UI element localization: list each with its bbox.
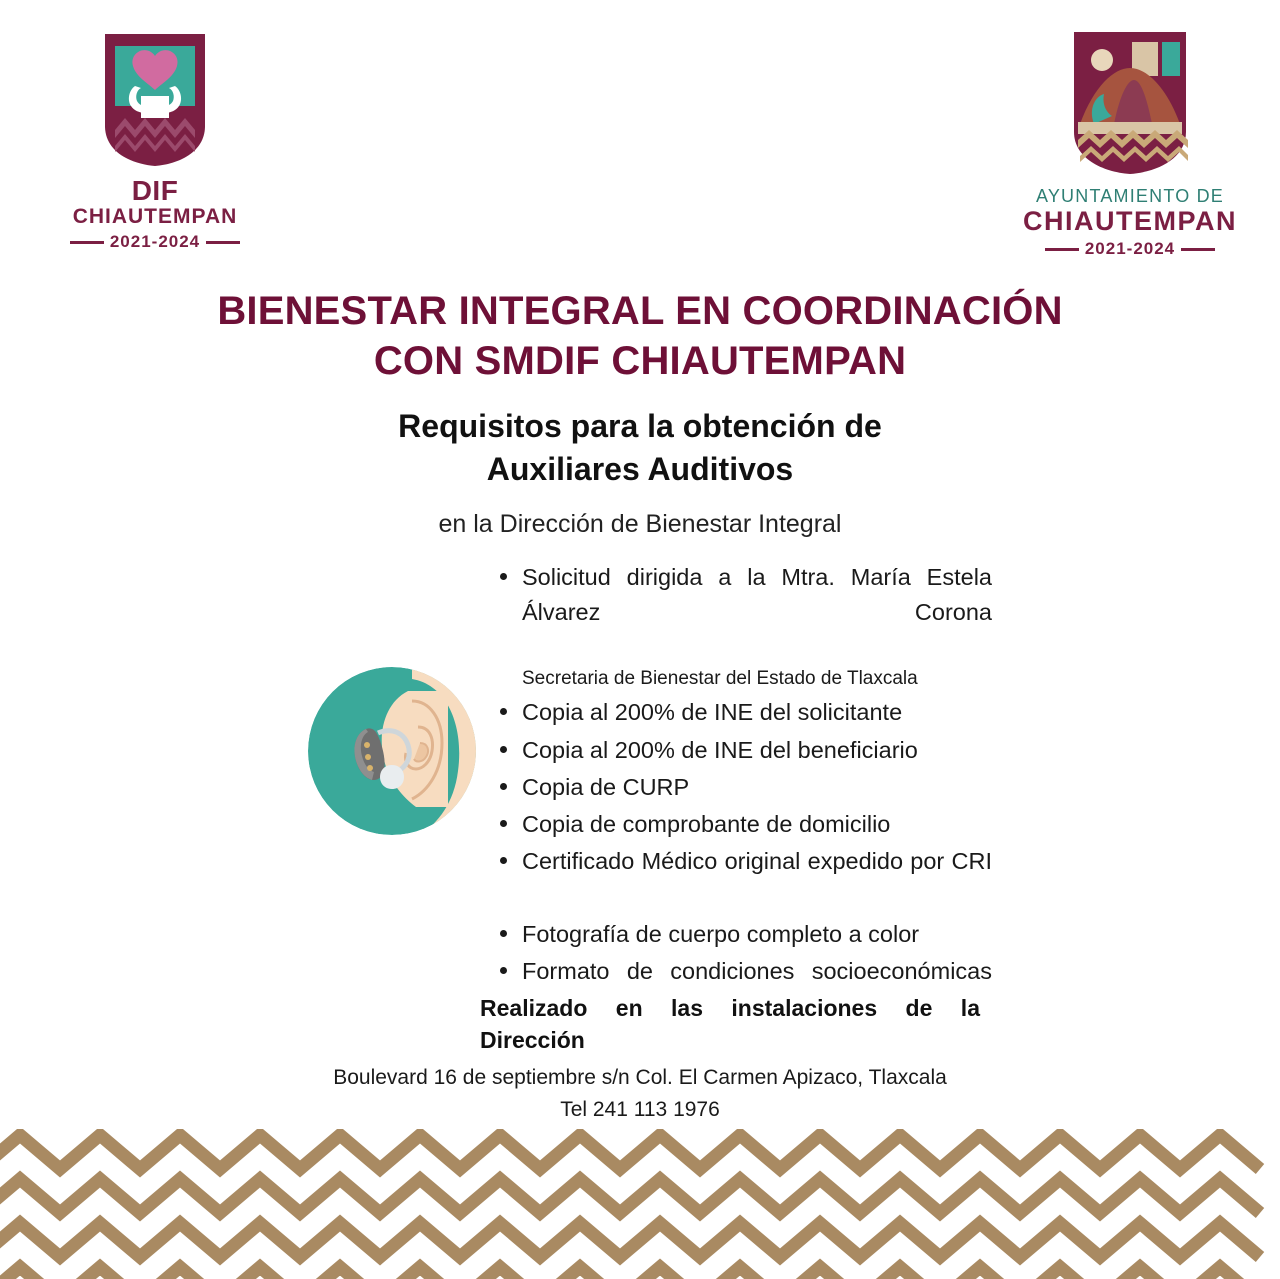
address-line: Boulevard 16 de septiembre s/n Col. El Carmen Apizaco, Tlaxcala <box>333 1066 947 1089</box>
page-subtitle <box>0 405 1280 491</box>
left-rule <box>1045 248 1079 251</box>
left-rule <box>70 241 104 244</box>
page-title-line2: CON SMDIF CHIAUTEMPAN <box>373 339 907 383</box>
dif-logo-title: DIF <box>131 175 179 206</box>
list-item-label: Copia de CURP <box>522 773 690 800</box>
page-title-line1: BIENESTAR INTEGRAL EN COORDINACIÓN <box>217 289 1063 333</box>
location-note: Realizado en las instalaciones de la Dirección <box>480 995 980 1054</box>
list-item <box>492 733 992 768</box>
list-item <box>492 917 992 952</box>
list-item <box>492 770 992 805</box>
list-item-label: Copia de comprobante de domicilio <box>522 811 891 838</box>
dif-logo-years-row <box>60 232 250 252</box>
right-rule <box>1181 248 1215 251</box>
list-item <box>492 844 992 915</box>
dif-logo-years: 2021-2024 <box>109 232 201 252</box>
bullet-icon <box>500 930 507 937</box>
ayuntamiento-logo <box>1020 28 1240 259</box>
list-item-label: Copia al 200% de INE del solicitante <box>522 699 903 726</box>
right-rule <box>206 241 240 244</box>
dif-logo <box>60 30 250 252</box>
list-item-label: Fotografía de cuerpo completo a color <box>522 920 920 947</box>
list-item <box>492 560 992 666</box>
list-item <box>492 695 992 730</box>
ayuntamiento-line1: AYUNTAMIENTO DE <box>1035 186 1224 206</box>
ayuntamiento-line2: CHIAUTEMPAN <box>1023 206 1237 236</box>
dif-logo-sub: CHIAUTEMPAN <box>72 205 238 229</box>
ayuntamiento-shield-icon <box>1020 28 1240 178</box>
bullet-icon <box>500 857 507 864</box>
ayuntamiento-years-row <box>1020 239 1240 259</box>
requirement-note: Secretaria de Bienestar del Estado de Tlaxcala <box>522 667 918 689</box>
bullet-icon <box>500 967 507 974</box>
requirements-list <box>492 560 992 1027</box>
dif-shield-icon <box>60 30 250 170</box>
bullet-icon <box>500 708 507 715</box>
page-title <box>0 286 1280 386</box>
bullet-icon <box>500 820 507 827</box>
contact-address <box>0 1062 1280 1125</box>
list-item-label: Certificado Médico original expedido por CRI <box>522 848 992 875</box>
list-item <box>492 807 992 842</box>
list-item-label: Formato de condiciones socioeconómicas <box>522 958 992 985</box>
list-item-label: Copia al 200% de INE del beneficiario <box>522 736 918 763</box>
hearing-aid-illustration <box>308 667 476 835</box>
bullet-icon <box>500 573 507 580</box>
page-subtitle-line1: Requisitos para la obtención de <box>398 408 882 444</box>
footer-chevron-pattern <box>0 1129 1280 1279</box>
page-subtitle-line2: Auxiliares Auditivos <box>486 451 794 488</box>
ayuntamiento-years: 2021-2024 <box>1084 239 1176 259</box>
list-item-label: Solicitud dirigida a la Mtra. María Estela Álvarez Corona <box>522 564 992 626</box>
phone-line: Tel 241 113 1976 <box>560 1097 720 1121</box>
bullet-icon <box>500 783 507 790</box>
bullet-icon <box>500 746 507 753</box>
page-subtitle-department: en la Dirección de Bienestar Integral <box>438 510 842 538</box>
